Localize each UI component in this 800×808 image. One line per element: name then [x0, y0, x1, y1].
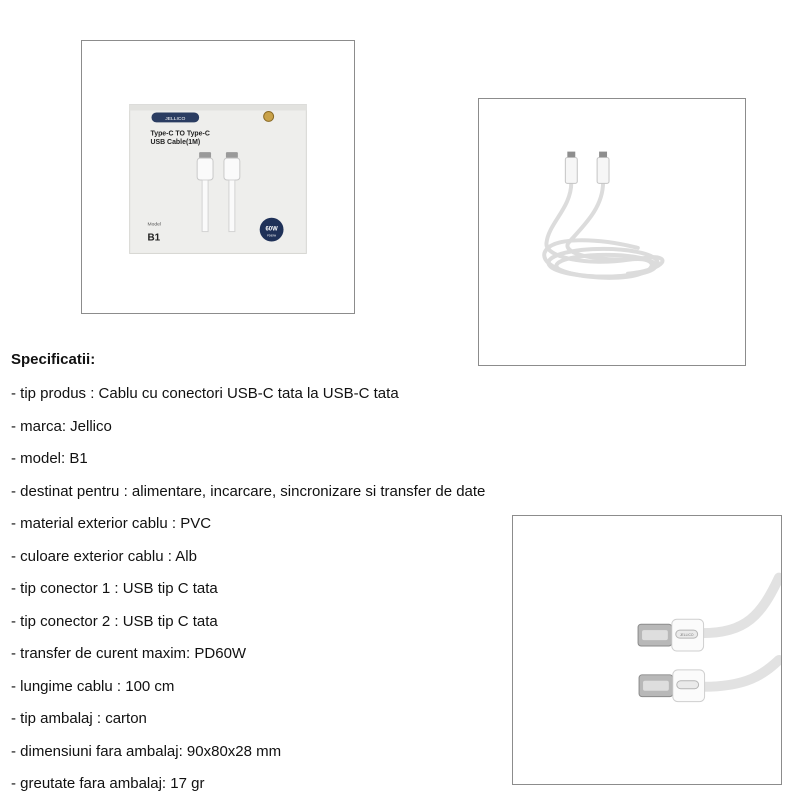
- coiled-cable-photo: [478, 98, 746, 366]
- spec-item: - tip produs : Cablu cu conectori USB-C tata la USB-C tata: [11, 385, 399, 402]
- spec-item: - marca: Jellico: [11, 417, 112, 435]
- product-box-photo: [81, 40, 355, 314]
- connector-closeup-photo: [512, 515, 782, 785]
- box-model: B1: [147, 232, 161, 244]
- power-badge-subtext: PD60W: [267, 234, 277, 238]
- spec-item: - material exterior cablu : PVC: [11, 515, 212, 532]
- usb-c-plug-right: [597, 152, 609, 184]
- spec-item: - tip conector 2 : USB tip C tata: [11, 612, 218, 630]
- coiled-cable-illustration: [479, 99, 745, 365]
- box-model-caption: Model: [147, 222, 162, 228]
- specifications-list: [11, 385, 485, 808]
- box-title-line2: USB Cable(1M): [150, 139, 201, 147]
- box-title-line1: Type-C TO Type-C: [150, 130, 210, 138]
- seal-icon: [264, 111, 274, 121]
- power-badge-text: 60W: [265, 226, 278, 233]
- spec-item: - model: B1: [11, 450, 88, 467]
- connector-closeup-illustration: [513, 516, 781, 784]
- connector-brand-text: JELLICO: [679, 633, 694, 638]
- usb-c-plug-left: [565, 152, 577, 184]
- spec-item: - tip ambalaj : carton: [11, 710, 147, 727]
- spec-item: - culoare exterior cablu : Alb: [11, 547, 197, 565]
- spec-item: - transfer de curent maxim: PD60W: [11, 645, 247, 662]
- spec-item: - tip conector 1 : USB tip C tata: [11, 580, 218, 597]
- brand-logo-text: JELLICO: [165, 116, 186, 122]
- specifications-heading: Specificatii:: [11, 351, 96, 368]
- cable-box-illustration: [82, 41, 354, 313]
- usb-c-connector-top: [638, 619, 704, 651]
- spec-item: - destinat pentru : alimentare, incarcare, sincronizare si transfer de date: [11, 482, 486, 500]
- spec-item: - greutate fara ambalaj: 17 gr: [11, 775, 205, 792]
- spec-item: - dimensiuni fara ambalaj: 90x80x28 mm: [11, 742, 282, 760]
- spec-item: - lungime cablu : 100 cm: [11, 677, 175, 695]
- usb-c-connector-bottom: [639, 670, 705, 702]
